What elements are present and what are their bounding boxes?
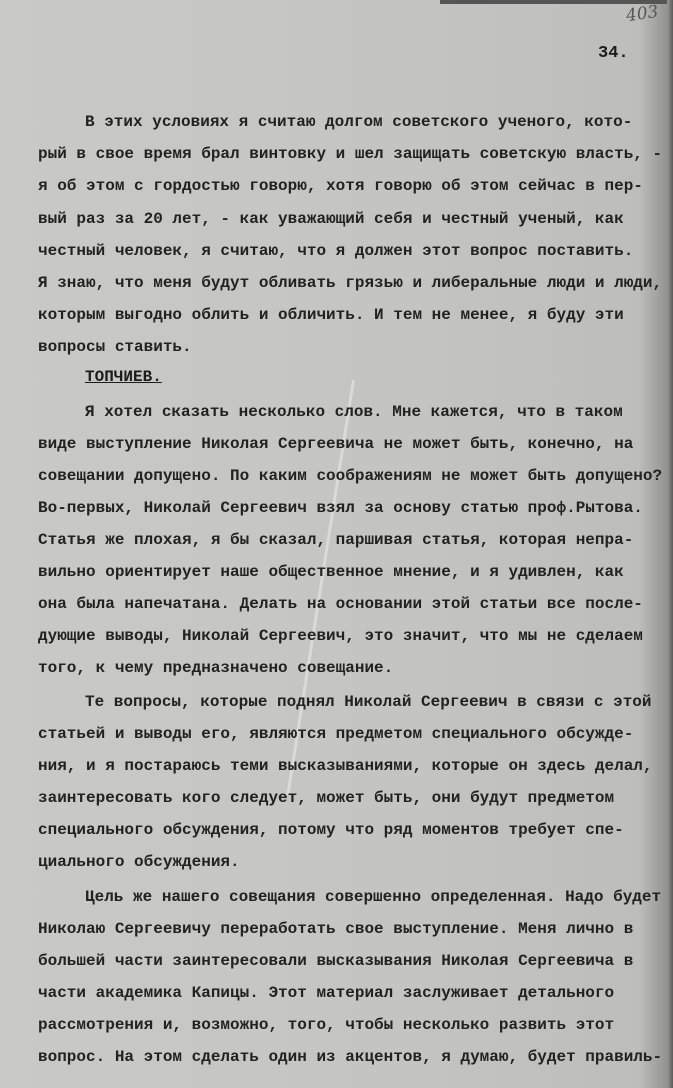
text-line: части академика Капицы. Этот материал заслуживает детального [38,984,615,1002]
text-line: Я знаю, что меня будут обливать грязью и либеральные люди и люди, [38,274,663,292]
text-line: рассмотрения и, возможно, того, чтобы несколько развить этот [38,1016,615,1034]
text-line: специального обсуждения, потому что ряд моментов требует спе- [38,821,624,839]
text-line: рый в свое время брал винтовку и шел защищать советскую власть, - [38,145,663,164]
text-line: ния, и я постараюсь теми высказываниями, которые он здесь делал, [38,757,653,775]
text-line: В этих условиях я считаю долгом советского ученого, кото- [85,113,633,131]
text-line: Статья же плохая, я бы сказал, паршивая статья, которая непра- [38,531,634,549]
text-line: честный человек, я считаю, что я должен этот вопрос поставить. [38,241,634,260]
page-number: 34. [598,44,629,63]
text-line: того, к чему предназначено совещание. [38,659,394,677]
archive-folio-number: 403 [624,1,660,27]
text-line: дующие выводы, Николай Сергеевич, это значит, что мы не сделаем [38,627,643,645]
text-line: которым выгодно облить и обличить. И тем не менее, я буду эти [38,306,624,325]
text-line: циального обсуждения. [38,853,240,871]
text-line: Цель же нашего совещания совершенно определенная. Надо будет [85,888,662,906]
text-line: она была напечатана. Делать на основании этой статьи все после- [38,595,643,613]
text-line: Во-первых, Николай Сергеевич взял за основу статью проф.Рытова. [38,499,643,517]
scan-edge [667,0,673,1088]
text-line: вильно ориентирует наше общественное мнение, и я удивлен, как [38,563,624,581]
text-line: вопросы ставить. [38,338,192,357]
text-line: Те вопросы, которые поднял Николай Сергеевич в связи с этой [85,693,652,711]
text-line: вопрос. На этом сделать один из акцентов, я думаю, будет правиль- [38,1048,663,1066]
text-line: я об этом с гордостью говорю, хотя говорю об этом сейчас в пер- [38,177,643,196]
text-line: Николаю Сергеевичу переработать свое выступление. Меня лично в [38,920,634,938]
text-line: большей части заинтересовали высказывания Николая Сергеевича в [38,952,634,970]
text-line: заинтересовать кого следует, может быть, они будут предметом [38,789,615,807]
text-line: статьей и выводы его, являются предметом специального обсужде- [38,725,634,743]
speaker-heading: ТОПЧИЕВ. [85,368,162,386]
text-line: вый раз за 20 лет, - как уважающий себя и честный ученый, как [38,209,624,228]
text-line: Я хотел сказать несколько слов. Мне кажется, что в таком [85,403,623,421]
text-line: виде выступление Николая Сергеевича не может быть, конечно, на [38,435,634,453]
text-line: совещании допущено. По каким соображениям не может быть допущено? [38,467,663,485]
